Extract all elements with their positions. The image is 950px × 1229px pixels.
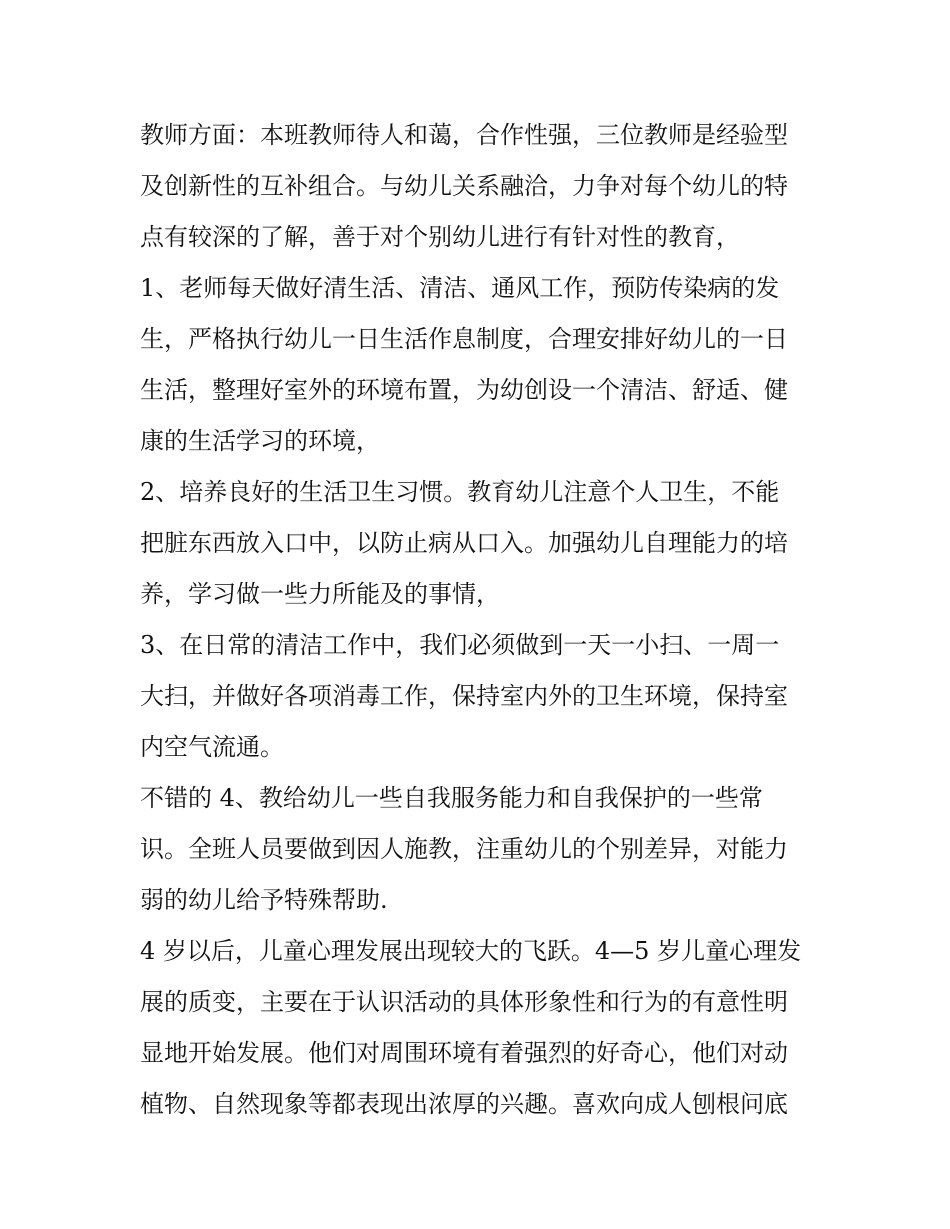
text-line: 大扫，并做好各项消毒工作，保持室内外的卫生环境，保持室 — [140, 682, 788, 710]
text-line: 内空气流通。 — [140, 733, 284, 761]
text-line: 2、培养良好的生活卫生习惯。教育幼儿注意个人卫生，不能 — [140, 478, 780, 506]
text-line: 3、在日常的清洁工作中，我们必须做到一天一小扫、一周一 — [140, 631, 780, 659]
text-line: 点有较深的了解，善于对个别幼儿进行有针对性的教育， — [140, 223, 740, 251]
text-line: 4 岁以后，儿童心理发展出现较大的飞跃。4—5 岁儿童心理发 — [140, 937, 802, 965]
text-line: 不错的 4、教给幼儿一些自我服务能力和自我保护的一些常 — [140, 784, 763, 812]
text-line: 显地开始发展。他们对周围环境有着强烈的好奇心，他们对动 — [140, 1039, 788, 1067]
text-line: 生，严格执行幼儿一日生活作息制度，合理安排好幼儿的一日 — [140, 325, 788, 353]
text-line: 养，学习做一些力所能及的事情， — [140, 580, 500, 608]
text-line: 弱的幼儿给予特殊帮助. — [140, 886, 388, 914]
text-line: 1、老师每天做好清生活、清洁、通风工作，预防传染病的发 — [140, 274, 780, 302]
text-line: 教师方面：本班教师待人和蔼，合作性强，三位教师是经验型 — [140, 121, 788, 149]
text-line: 把脏东西放入口中，以防止病从口入。加强幼儿自理能力的培 — [140, 529, 788, 557]
text-line: 康的生活学习的环境， — [140, 427, 380, 455]
text-line: 识。全班人员要做到因人施教，注重幼儿的个别差异，对能力 — [140, 835, 788, 863]
document-body — [140, 110, 820, 1130]
text-line: 展的质变，主要在于认识活动的具体形象性和行为的有意性明 — [140, 988, 788, 1016]
text-line: 植物、自然现象等都表现出浓厚的兴趣。喜欢向成人刨根问底 — [140, 1090, 788, 1118]
text-line: 及创新性的互补组合。与幼儿关系融洽，力争对每个幼儿的特 — [140, 172, 788, 200]
text-line: 生活，整理好室外的环境布置，为幼创设一个清洁、舒适、健 — [140, 376, 788, 404]
